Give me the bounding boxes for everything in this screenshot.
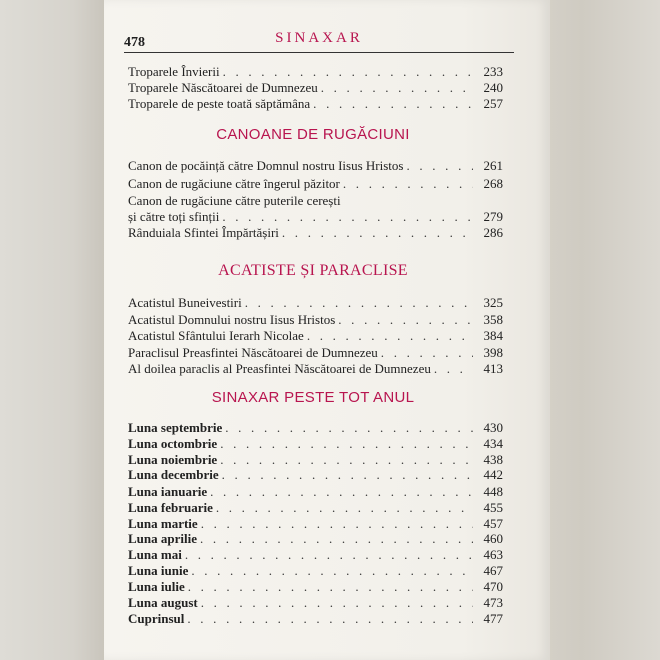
dot-leader <box>220 452 473 468</box>
toc-entry-label: Luna septembrie <box>128 420 223 435</box>
dot-leader <box>381 345 473 361</box>
dot-leader <box>282 225 473 241</box>
toc-entry-label: Luna iunie <box>128 563 189 578</box>
background-left <box>0 0 104 660</box>
toc-entry-page: 460 <box>483 531 503 546</box>
toc-entry-page: 257 <box>483 96 503 111</box>
dot-leader <box>338 312 473 328</box>
toc-entry-page: 286 <box>483 225 503 240</box>
toc-entry-label: Luna august <box>128 595 198 610</box>
toc-entry-page: 448 <box>483 484 503 499</box>
toc-entry-label: Luna iulie <box>128 579 185 594</box>
dot-leader <box>191 563 473 579</box>
dot-leader <box>201 516 473 532</box>
toc-entry <box>128 595 503 611</box>
toc-entry-page: 384 <box>483 328 503 343</box>
toc-entry-page: 325 <box>483 295 503 310</box>
toc-entry <box>128 563 503 579</box>
toc-entry-label: Luna octombrie <box>128 436 218 451</box>
toc-entry-page: 358 <box>483 312 503 327</box>
toc-entry <box>128 420 503 436</box>
dot-leader <box>313 96 473 112</box>
toc-entry-page: 455 <box>483 500 503 515</box>
toc-entry-page: 268 <box>483 176 503 191</box>
toc-entry-label: Cuprinsul <box>128 611 185 626</box>
toc-entry <box>128 500 503 516</box>
toc-entry-label: Troparele Născătoarei de Dumnezeu <box>128 80 318 95</box>
toc-entry-page: 233 <box>483 64 503 79</box>
toc-entry-page: 434 <box>483 436 503 451</box>
page-header <box>124 32 514 53</box>
toc-entry-label: Luna noiembrie <box>128 452 218 467</box>
toc-entry-label: Acatistul Buneivestiri <box>128 295 242 310</box>
toc-entry-label: Luna aprilie <box>128 531 197 546</box>
dot-leader <box>188 579 473 595</box>
section-heading-sinaxar: SINAXAR PESTE TOT ANUL <box>211 389 415 406</box>
toc-entry <box>128 484 503 500</box>
running-head: SINAXAR <box>275 30 363 46</box>
dot-leader <box>222 209 473 225</box>
dot-leader <box>216 500 473 516</box>
toc-entry-page: 279 <box>483 209 503 224</box>
toc-entry-page: 430 <box>483 420 503 435</box>
toc-entry-page: 473 <box>483 595 503 610</box>
toc-entry <box>128 467 503 483</box>
dot-leader <box>245 295 473 311</box>
toc-entry-label: Al doilea paraclis al Preasfintei Născătoarei de Dumnezeu <box>128 361 431 376</box>
toc-entry <box>128 96 503 112</box>
toc-entry-page: 438 <box>483 452 503 467</box>
toc-entry-page: 240 <box>483 80 503 95</box>
toc-entry-label: Luna ianuarie <box>128 484 208 499</box>
toc-entry-page: 442 <box>483 467 503 482</box>
toc-entry <box>128 225 503 241</box>
dot-leader <box>406 158 473 174</box>
dot-leader <box>223 64 473 80</box>
background-right <box>548 0 660 660</box>
dot-leader <box>434 361 473 377</box>
toc-entry <box>128 531 503 547</box>
toc-entry-page: 467 <box>483 563 503 578</box>
toc-entry-label: Luna martie <box>128 516 198 531</box>
dot-leader <box>222 467 473 483</box>
toc-entry-page: 398 <box>483 345 503 360</box>
toc-entry-page: 470 <box>483 579 503 594</box>
toc-entry <box>128 328 503 344</box>
toc-entry-label-line1: Canon de rugăciune către puterile cerești <box>128 193 341 208</box>
toc-entry <box>128 452 503 468</box>
dot-leader <box>210 484 473 500</box>
toc-entry <box>128 80 503 96</box>
toc-entry <box>128 64 503 80</box>
toc-entry-label: Canon de pocăință către Domnul nostru Iisus Hristos <box>128 158 404 173</box>
section-heading-acatiste: ACATISTE ȘI PARACLISE <box>218 262 408 279</box>
toc-entry <box>128 579 503 595</box>
dot-leader <box>200 531 473 547</box>
toc-entry <box>128 611 503 627</box>
dot-leader <box>225 420 473 436</box>
toc-entry <box>128 176 503 192</box>
dot-leader <box>187 611 473 627</box>
dot-leader <box>307 328 473 344</box>
toc-entry-label: Luna decembrie <box>128 467 219 482</box>
toc-entry <box>128 312 503 328</box>
toc-entry-label: Luna februarie <box>128 500 213 515</box>
toc-entry-page: 413 <box>483 361 503 376</box>
toc-entry <box>128 516 503 532</box>
toc-entry-label: Troparele de peste toată săptămâna <box>128 96 311 111</box>
toc-entry-page: 477 <box>483 611 503 626</box>
toc-entry-label: Paraclisul Preasfintei Născătoarei de Dumnezeu <box>128 345 378 360</box>
dot-leader <box>343 176 473 192</box>
toc-entry-label: și către toți sfinții <box>128 209 220 224</box>
toc-entry-label: Troparele Învierii <box>128 64 220 79</box>
toc-entry <box>128 158 503 174</box>
toc-entry-page: 463 <box>483 547 503 562</box>
toc-entry-page: 457 <box>483 516 503 531</box>
toc-entry <box>128 436 503 452</box>
toc-entry-label: Luna mai <box>128 547 182 562</box>
toc-entry <box>128 361 503 377</box>
book-page <box>104 0 550 660</box>
toc-entry-label: Acatistul Sfântului Ierarh Nicolae <box>128 328 304 343</box>
toc-entry-label: Acatistul Domnului nostru Iisus Hristos <box>128 312 336 327</box>
toc-entry-label: Canon de rugăciune către îngerul păzitor <box>128 176 340 191</box>
toc-entry <box>128 547 503 563</box>
toc-entry <box>128 295 503 311</box>
toc-entry <box>128 209 503 225</box>
dot-leader <box>321 80 473 96</box>
section-heading-canoane: CANOANE DE RUGĂCIUNI <box>216 126 410 143</box>
toc-entry-page: 261 <box>483 158 503 173</box>
dot-leader <box>185 547 473 563</box>
dot-leader <box>201 595 473 611</box>
toc-entry <box>128 345 503 361</box>
dot-leader <box>220 436 473 452</box>
toc-entry-label: Rânduiala Sfintei Împărtășiri <box>128 225 279 240</box>
page-number: 478 <box>124 35 145 50</box>
